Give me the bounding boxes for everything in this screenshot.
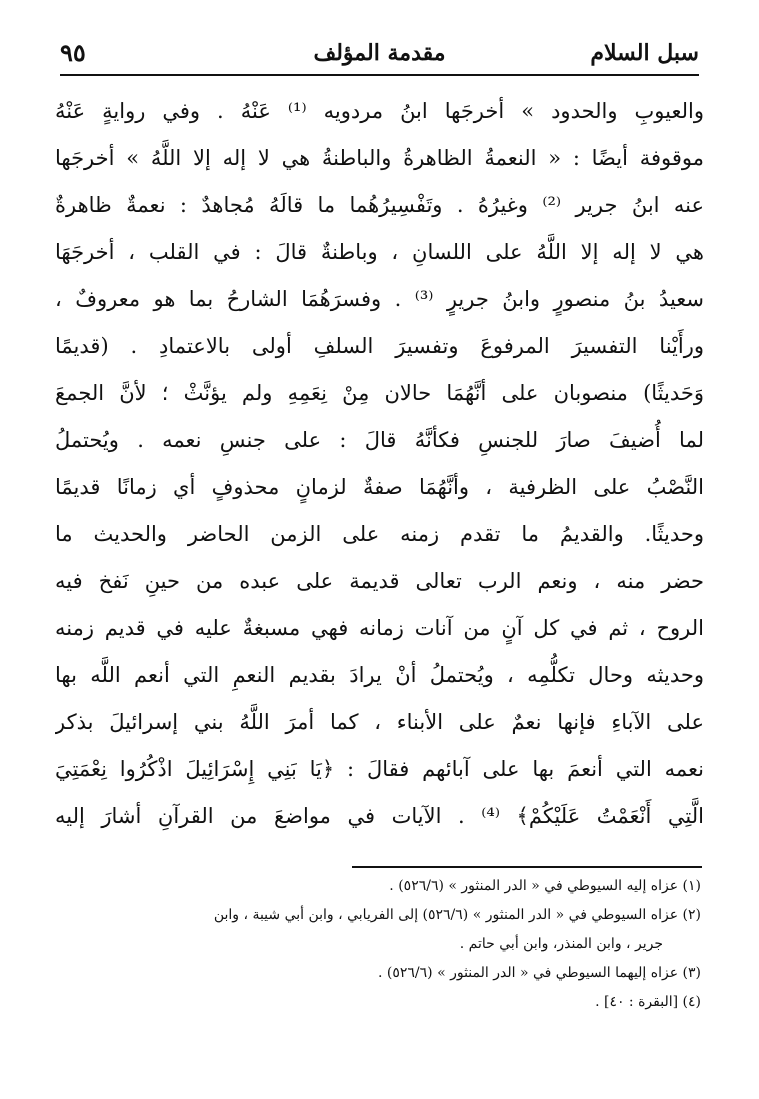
footnote-2-continued: جرير ، وابن المنذر، وابن أبي حاتم .	[459, 936, 663, 952]
running-header	[60, 30, 699, 74]
text-line: وحديثه وحال تكلُّمِه ، ويُحتملُ أنْ يرادَ بقديم النعمِ التي أنعم اللَّه بها	[55, 663, 704, 687]
text-line: هي لا إله إلا اللَّهُ على اللسانِ ، وباطنةٌ قالَ : في القلب ، أخرجَهَا	[55, 240, 704, 264]
text-line: وَحَديثًا) منصوبان على أنَّهُمَا حالان مِنْ نِعَمِهِ ولم يؤنَّثْ ؛ لأنَّ الجمعَ	[55, 381, 704, 405]
header-rule	[60, 74, 699, 76]
quran-verse-line: الَّتِي أَنْعَمْتُ عَلَيْكُمْ﴾ ⁽⁴⁾ . الآيات في مواضعَ من القرآنِ أشارَ إليه	[55, 804, 704, 828]
text-line: سعيدُ بنُ منصورٍ وابنُ جريرٍ ⁽³⁾ . وفسرَهُمَا الشارحُ بما هو معروفٌ ،	[55, 287, 704, 311]
text-line: النَّصْبُ على الظرفية ، وأنَّهُمَا صفةٌ لزمانٍ محذوفٍ أي زمانًا قديمًا	[55, 475, 704, 499]
body-text	[55, 88, 704, 840]
footnote-2: (٢) عزاه السيوطي في « الدر المنثور » (٥٢٦/٦) إلى الفريابي ، وابن أبي شيبة ، وابن	[213, 907, 701, 923]
text-line: لما أُضيفَ صارَ للجنسِ فكأنَّهُ قالَ : على جنسِ نعمه . ويُحتملُ	[55, 428, 704, 452]
footnote-4: (٤) [البقرة : ٤٠] .	[595, 994, 701, 1010]
text-line: ورأَيْنا التفسيرَ المرفوعَ وتفسيرَ السلفِ أولى بالاعتمادِ . (قديمًا	[55, 334, 704, 358]
text-line: موقوفة أيضًا : « النعمةُ الظاهرةُ والباطنةُ هي لا إله إلا اللَّهُ » أخرجَها	[55, 146, 704, 170]
text-line: وحديثًا. والقديمُ ما تقدم زمنه على الزمن الحاضر والحديث ما	[55, 522, 704, 546]
text-line: حضر منه ، ونعم الرب تعالى قديمة على عبده من حينِ نَفخ فيه	[55, 569, 704, 593]
section-title: مقدمة المؤلف	[313, 40, 446, 66]
text-line: الروح ، ثم في كل آنٍ من آنات زمانه فهي مسبغةٌ عليه في قديم زمنه	[55, 616, 704, 640]
book-title: سبل السلام	[590, 40, 699, 66]
text-line: والعيوبِ والحدود » أخرجَها ابنُ مردويه ⁽¹⁾ عَنْهُ . وفي روايةٍ عَنْهُ	[55, 99, 704, 123]
footnotes	[80, 872, 701, 1017]
quran-verse-line: نعمه التي أنعمَ بها على آبائهم فقالَ : ﴿يَا بَنِي إِسْرَائِيلَ اذْكُرُوا نِعْمَتِيَ	[55, 757, 704, 781]
footnote-separator	[352, 866, 702, 868]
text-line: على الآباءِ فإنها نعمٌ على الأبناء ، كما أمرَ اللَّهُ بني إسرائيلَ بذكر	[55, 710, 704, 734]
text-line: عنه ابنُ جرير ⁽²⁾ وغيرُهُ . وتَفْسِيرُهُما ما قالَهُ مُجاهدٌ : نعمةٌ ظاهرةٌ	[55, 193, 704, 217]
page-number: ٩٥	[60, 38, 86, 67]
footnote-1: (١) عزاه إليه السيوطي في « الدر المنثور » (٥٢٦/٦) .	[389, 878, 701, 894]
footnote-3: (٣) عزاه إليهما السيوطي في « الدر المنثور » (٥٢٦/٦) .	[377, 965, 701, 981]
